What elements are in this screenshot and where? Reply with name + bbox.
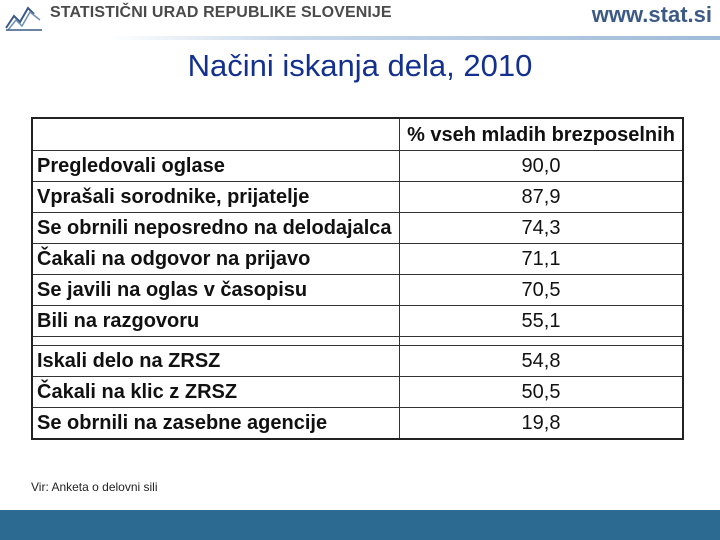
row-label: Čakali na klic z ZRSZ <box>32 377 400 408</box>
table-row <box>32 275 683 306</box>
row-label: Vprašali sorodnike, prijatelje <box>32 182 400 213</box>
table-header-blank <box>32 118 400 151</box>
table-row <box>32 244 683 275</box>
row-value: 90,0 <box>400 151 684 182</box>
data-table <box>31 117 684 440</box>
row-label: Čakali na odgovor na prijavo <box>32 244 400 275</box>
group-separator <box>32 337 683 346</box>
surs-logo-icon <box>4 2 44 32</box>
table-row <box>32 377 683 408</box>
row-value: 55,1 <box>400 306 684 337</box>
header-divider <box>0 36 720 40</box>
table-row <box>32 213 683 244</box>
row-value: 50,5 <box>400 377 684 408</box>
row-value: 74,3 <box>400 213 684 244</box>
row-label: Se javili na oglas v časopisu <box>32 275 400 306</box>
row-label: Se obrnili na zasebne agencije <box>32 408 400 440</box>
table-row <box>32 408 683 440</box>
site-url-link[interactable]: www.stat.si <box>591 2 712 27</box>
table-row <box>32 306 683 337</box>
column-header: % vseh mladih brezposelnih <box>400 118 684 151</box>
row-value: 87,9 <box>400 182 684 213</box>
separator-cell <box>400 337 684 346</box>
row-value: 70,5 <box>400 275 684 306</box>
footer-bar <box>0 510 720 540</box>
separator-cell <box>32 337 400 346</box>
header <box>0 0 720 40</box>
row-value: 19,8 <box>400 408 684 440</box>
row-label: Bili na razgovoru <box>32 306 400 337</box>
table-row <box>32 346 683 377</box>
source-note: Vir: Anketa o delovni sili <box>31 480 158 494</box>
org-name: STATISTIČNI URAD REPUBLIKE SLOVENIJE <box>50 4 392 21</box>
page-title: Načini iskanja dela, 2010 <box>187 48 533 83</box>
table-row <box>32 151 683 182</box>
row-label: Pregledovali oglase <box>32 151 400 182</box>
table-row <box>32 182 683 213</box>
row-value: 71,1 <box>400 244 684 275</box>
row-label: Iskali delo na ZRSZ <box>32 346 400 377</box>
table-header-row <box>32 118 683 151</box>
row-label: Se obrnili neposredno na delodajalca <box>32 213 400 244</box>
row-value: 54,8 <box>400 346 684 377</box>
